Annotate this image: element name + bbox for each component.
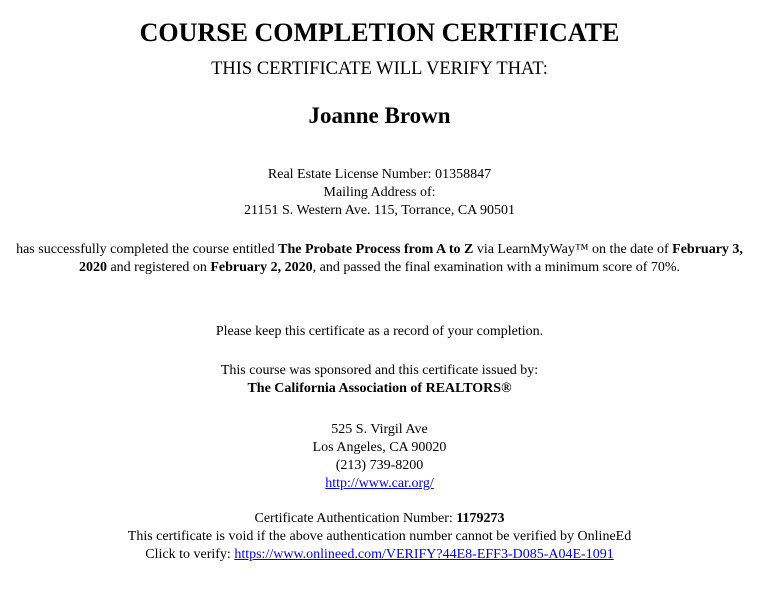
verify-label: Click to verify: [145,547,235,562]
license-line [0,166,759,184]
completion-text-2: via LearnMyWay™ on the date of [473,242,673,257]
authentication-block [0,510,759,564]
recipient-name: Joanne Brown [308,103,451,128]
auth-number-line [0,510,759,528]
license-label: Real Estate License Number: [267,167,436,182]
completion-text-4: , and passed the final examination with a minimum score of 70%. [312,260,681,275]
verify-link[interactable]: https://www.onlineed.com/VERIFY?44E8-EFF3-D085-A04E-1091 [234,547,614,562]
license-info [0,166,759,220]
certificate-subtitle: THIS CERTIFICATE WILL VERIFY THAT: [211,59,548,79]
completion-statement [12,241,747,277]
completion-date: February 3, 2020 [78,242,743,275]
mailing-label: Mailing Address of: [323,185,436,200]
mailing-address: 21151 S. Western Ave. 115, Torrance, CA 90501 [244,203,515,218]
auth-label: Certificate Authentication Number: [254,511,457,526]
sponsor-phone: (213) 739-8200 [335,458,424,473]
verify-line [0,546,759,564]
sponsor-address [0,421,759,493]
sponsor-block [0,362,759,398]
registration-date: February 2, 2020 [210,260,313,275]
certificate-title: COURSE COMPLETION CERTIFICATE [139,18,620,47]
keep-record-notice: Please keep this certificate as a record of your completion. [215,324,544,339]
sponsor-city: Los Angeles, CA 90020 [312,440,447,455]
sponsor-name-text: The California Association of REALTORS® [247,381,512,396]
sponsor-street: 525 S. Virgil Ave [331,422,428,437]
completion-text-1: has successfully completed the course entitled [16,242,279,257]
completion-text-3: and registered on [106,260,211,275]
sponsor-website-link[interactable]: http://www.car.org/ [325,476,434,491]
auth-number: 1179273 [456,511,505,526]
sponsor-name [0,380,759,398]
license-number: 01358847 [435,167,492,182]
course-title: The Probate Process from A to Z [278,242,474,257]
void-notice: This certificate is void if the above authentication number cannot be verified by OnlineEd [127,529,632,544]
sponsor-intro: This course was sponsored and this certificate issued by: [220,363,539,378]
